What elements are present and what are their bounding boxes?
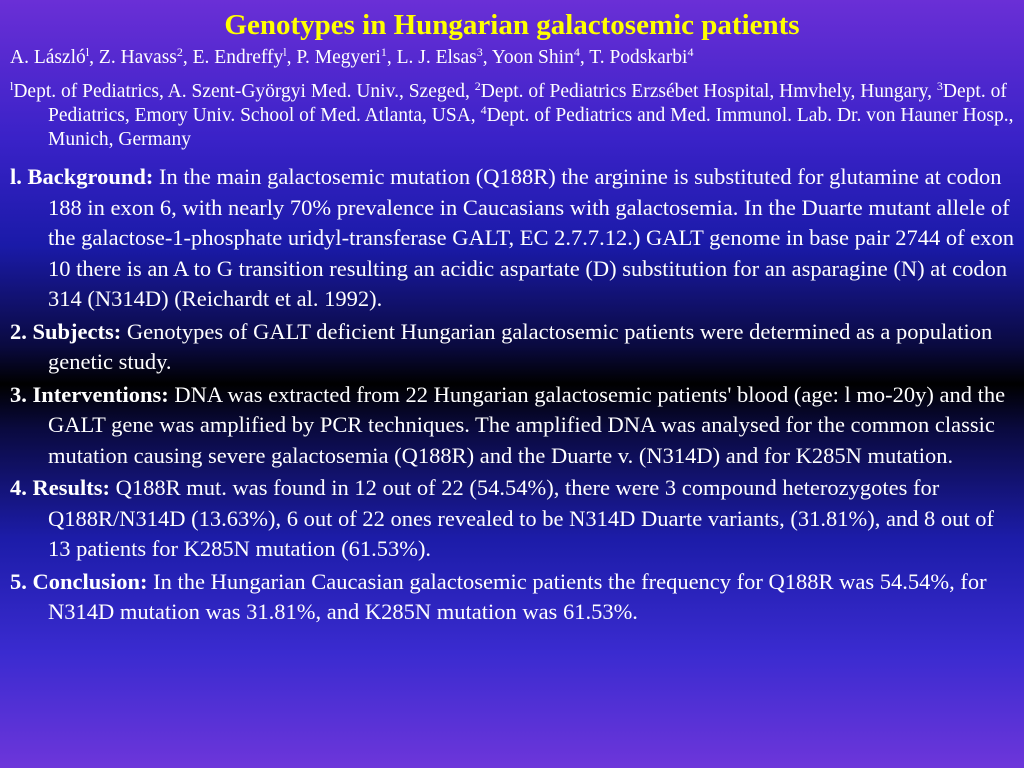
section-results (10, 473, 1014, 565)
section-background (10, 162, 1014, 315)
section-conclusion (10, 567, 1014, 628)
affiliation: $^3$Dept. of Pediatrics, Emory Univ. School of Med. Atlanta, USA, (48, 79, 1007, 126)
section-body: Genotypes of GALT deficient Hungarian galactosemic patients were determined as a population genetic study. (48, 318, 993, 374)
section-subjects (10, 317, 1014, 378)
author: Z. Havass$^2$, (98, 45, 193, 68)
section-body: DNA was extracted from 22 Hungarian galactosemic patients' blood (age: l mo-20y) and the GALT gene was amplified by PCR techniques. The amplified DNA was analysed for the common classic mutation causing severe galactosemia (Q188R) and the Duarte v. (N314D) and for K285N mutation. (48, 381, 1006, 468)
affiliations (10, 80, 1014, 152)
slide-title: Genotypes in Hungarian galactosemic patients (224, 9, 800, 41)
author: E. Endreffy$^l$, (192, 45, 297, 68)
section-heading: 2. Subjects: (10, 318, 122, 344)
section-heading: l. Background: (10, 164, 154, 189)
affiliation: $^4$Dept. of Pediatrics and Med. Immunol. Lab. Dr. von Hauner Hosp., Munich, Germany (48, 103, 1014, 150)
section-heading: 5. Conclusion: (10, 568, 148, 594)
abstract-sections (10, 162, 1014, 628)
affiliation: $^l$Dept. of Pediatrics, A. Szent-Györgyi Med. Univ., Szeged, (10, 79, 475, 102)
section-heading: 3. Interventions: (10, 381, 169, 407)
author: Yoon Shin$^4$, (491, 45, 590, 68)
section-body: In the Hungarian Caucasian galactosemic patients the frequency for Q188R was 54.54%, for N314D mutation was 31.81%, and K285N mutation was 61.53%. (48, 568, 987, 624)
author: T. Podskarbi$^4$ (589, 45, 694, 68)
author: P. Megyeri$^1$, (296, 45, 397, 68)
section-heading: 4. Results: (10, 475, 110, 500)
section-interventions (10, 380, 1014, 472)
author: L. J. Elsas$^3$, (396, 45, 492, 68)
author: A. László$^l$, (10, 45, 99, 68)
section-body: Q188R mut. was found in 12 out of 22 (54.54%), there were 3 compound heterozygotes for Q188R/N314D (13.63%), 6 out of 22 ones revealed to be N314D Duarte variants, (31.81%), and 8 out of 13 patients for K285N mutation (61.53%). (48, 475, 995, 561)
section-body: In the main galactosemic mutation (Q188R) the arginine is substituted for glutamine at codon 188 in exon 6, with nearly 70% prevalence in Caucasians with galactosemia. In the Duarte mutant allele of the galactose-1-phosphate uridyl-transferase GALT, EC 2.7.7.12.) GALT genome in base pair 2744 of exon 10 there is an A to G transition resulting an acidic aspartate (D) substitution for an asparagine (N) at codon 314 (N314D) (Reichardt et al. 1992). (48, 164, 1015, 311)
affiliation: $^2$Dept. of Pediatrics Erzsébet Hospital, Hmvhely, Hungary, (474, 79, 937, 102)
author-list (10, 46, 1014, 70)
